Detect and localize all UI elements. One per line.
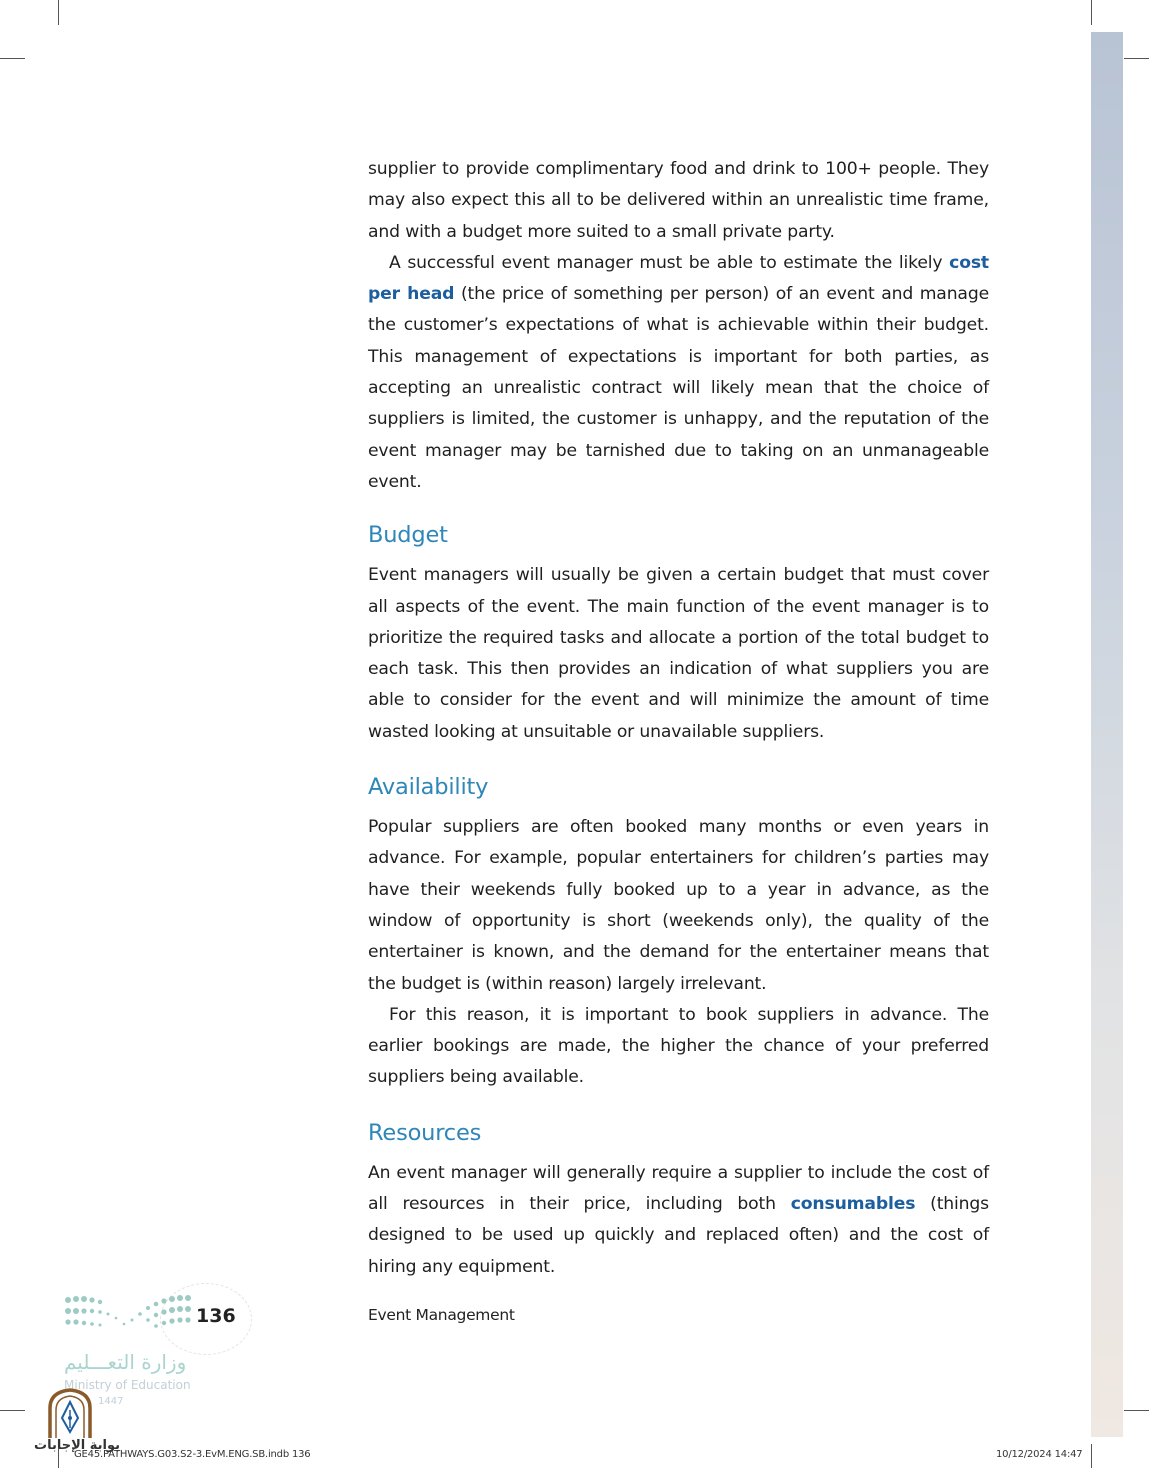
- paragraph: Event managers will usually be given a certain budget that must cover all aspects of the event. The main function of the event manager is to prioritize the required tasks and allocate a portion of the total budget to each task. This then provides an indication of what suppliers you are able to consider for the event and will minimize the amount of time wasted looking at unsuitable or unavailable suppliers.: [368, 565, 989, 742]
- ministry-year: 1447: [98, 1396, 124, 1407]
- page-number: 136: [196, 1305, 236, 1327]
- paragraph-text: (things designed to be used up quickly and replaced often) and the cost of hiring any equipment.: [368, 1194, 989, 1277]
- ministry-name-arabic: وزارة التعـــليم: [64, 1350, 187, 1374]
- pen-arch-logo-icon: [47, 1388, 93, 1440]
- crop-mark: [1124, 1410, 1149, 1411]
- crop-mark: [1091, 0, 1092, 25]
- paragraph: [368, 248, 989, 498]
- paragraph: supplier to provide complimentary food and drink to 100+ people. They may also expect this all to be delivered within an unrealistic time frame, and with a budget more suited to a small private party.: [368, 159, 989, 242]
- paragraph-text: An event manager will generally require a supplier to include the cost of all resources in their price, including both: [368, 1162, 989, 1215]
- crop-mark: [1091, 1444, 1092, 1468]
- keyword-cost-per-head: cost per head: [368, 252, 989, 305]
- paragraph-text: (the price of something per person) of an event and manage the customer’s expectations of what is achievable within their budget. This management of expectations is important for both parties, as accepting an unrealistic contract will likely mean that the choice of suppliers is limited, the customer is unhappy, and the reputation of the event manager may be tarnished due to taking on an unmanageable event.: [368, 284, 990, 492]
- keyword-consumables: consumables: [790, 1194, 916, 1215]
- paragraph: For this reason, it is important to book suppliers in advance. The earlier bookings are made, the higher the chance of your preferred suppliers being available.: [368, 1004, 989, 1088]
- book-title: Event Management: [368, 1306, 515, 1324]
- side-color-band: [1091, 32, 1123, 1437]
- section-heading-budget: Budget: [368, 522, 448, 549]
- paragraph: [368, 1158, 989, 1283]
- site-label: بوابة الإجابات: [34, 1438, 120, 1453]
- ministry-name-english: Ministry of Education: [64, 1378, 191, 1392]
- crop-mark: [58, 0, 59, 25]
- print-slug-file: GE45.PATHWAYS.G03.S2-3.EvM.ENG.SB.indb 136: [74, 1449, 311, 1460]
- ministry-dots-logo: [64, 1294, 198, 1334]
- paragraph: Popular suppliers are often booked many months or even years in advance. For example, popular entertainers for children’s parties may have their weekends fully booked up to a year in advance, as the window of opportunity is short (weekends only), the quality of the entertainer is known, and the demand for the entertainer means that the budget is (within reason) largely irrelevant.: [368, 817, 989, 994]
- crop-mark: [0, 58, 25, 59]
- crop-mark: [1124, 58, 1149, 59]
- print-slug-date: 10/12/2024 14:47: [996, 1449, 1083, 1460]
- section-heading-resources: Resources: [368, 1119, 482, 1146]
- section-heading-availability: Availability: [368, 774, 489, 801]
- page-body: [368, 154, 989, 1283]
- paragraph-text: A successful event manager must be able to estimate the likely: [389, 252, 950, 273]
- crop-mark: [0, 1410, 25, 1411]
